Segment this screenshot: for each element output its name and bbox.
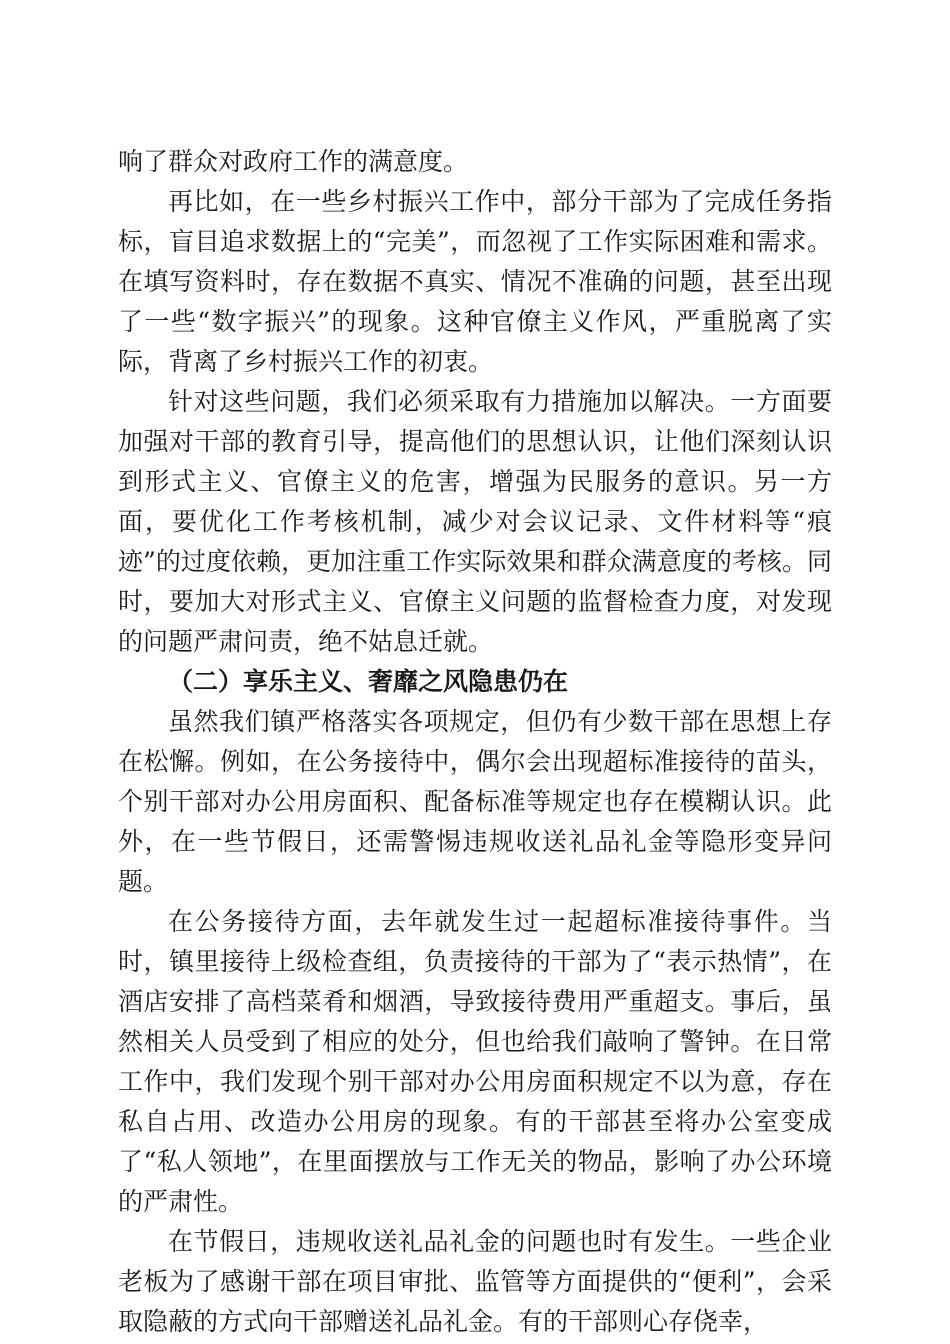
- paragraph-hedonism-risks: 虽然我们镇严格落实各项规定，但仍有少数干部在思想上存在松懈。例如，在公务接待中，偶尔会出现超标准接待的苗头，个别干部对办公用房面积、配备标准等规定也存在模糊认识。此外，在一些节假日，还需警惕违规收送礼品礼金等隐形变异问题。: [118, 707, 832, 896]
- paragraph-rural-revitalization: 再比如，在一些乡村振兴工作中，部分干部为了完成任务指标，盲目追求数据上的“完美”，而忽视了工作实际困难和需求。在填写资料时，存在数据不真实、情况不准确的问题，甚至出现了一些“数字振兴”的现象。这种官僚主义作风，严重脱离了实际，背离了乡村振兴工作的初衷。: [118, 187, 832, 376]
- paragraph-continuation: 响了群众对政府工作的满意度。: [118, 147, 469, 176]
- paragraph-holiday-gifts: 在节假日，违规收送礼品礼金的问题也时有发生。一些企业老板为了感谢干部在项目审批、监管等方面提供的“便利”，会采取隐蔽的方式向干部赠送礼品礼金。有的干部则心存侥幸，: [118, 1227, 832, 1336]
- paragraph-countermeasures: 针对这些问题，我们必须采取有力措施加以解决。一方面要加强对干部的教育引导，提高他们的思想认识，让他们深刻认识到形式主义、官僚主义的危害，增强为民服务的意识。另一方面，要优化工作考核机制，减少对会议记录、文件材料等“痕迹”的过度依赖，更加注重工作实际效果和群众满意度的考核。同时，要加大对形式主义、官僚主义问题的监督检查力度，对发现的问题严肃问责，绝不姑息迁就。: [118, 387, 832, 656]
- paragraph-reception: 在公务接待方面，去年就发生过一起超标准接待事件。当时，镇里接待上级检查组，负责接待的干部为了“表示热情”，在酒店安排了高档菜肴和烟酒，导致接待费用严重超支。事后，虽然相关人员受到了相应的处分，但也给我们敲响了警钟。在日常工作中，我们发现个别干部对办公用房面积规定不以为意，存在私自占用、改造办公用房的现象。有的干部甚至将办公室变成了“私人领地”，在里面摆放与工作无关的物品，影响了办公环境的严肃性。: [118, 907, 832, 1216]
- section-heading: （二）享乐主义、奢靡之风隐患仍在: [168, 667, 569, 696]
- document-page: [118, 142, 832, 1342]
